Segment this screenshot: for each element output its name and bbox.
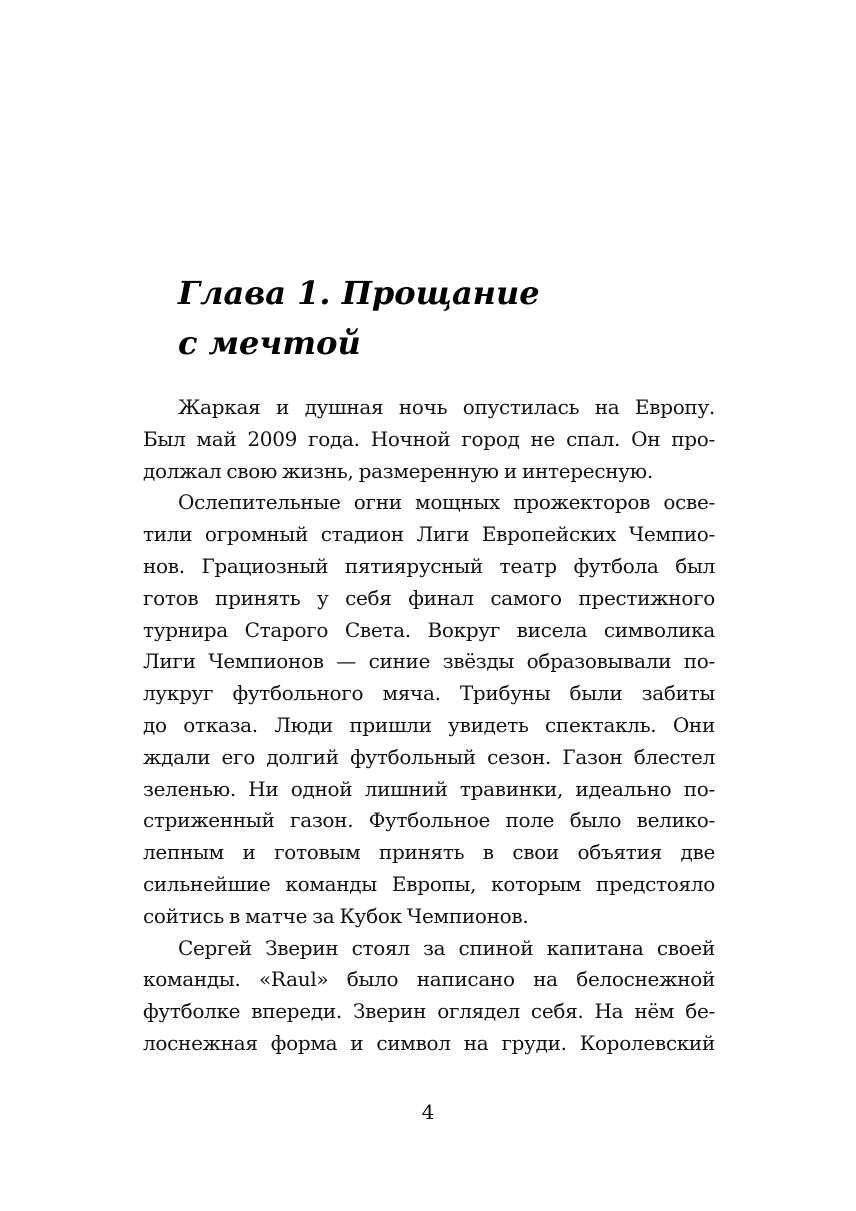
text-line: Сергей Зверин стоял за спиной капитана своей — [178, 935, 715, 960]
text-line: Был май 2009 года. Ночной город не спал. Он про- — [143, 426, 715, 451]
chapter-title — [178, 268, 540, 368]
text-line: сойтись в матче за Кубок Чемпионов. — [143, 903, 529, 928]
text-line: зеленью. Ни одной лишний травинки, идеально по- — [143, 776, 715, 801]
text-line: до отказа. Люди пришли увидеть спектакль. Они — [143, 712, 715, 737]
text-line: Ослепительные огни мощных прожекторов осве- — [178, 490, 715, 515]
paragraph-1 — [143, 392, 715, 487]
chapter-title-line-1: Глава 1. Прощание — [178, 274, 540, 312]
paragraph-3 — [143, 933, 715, 1060]
text-line: лепным и готовым принять в свои объятия две — [143, 840, 715, 865]
text-line: лоснежная форма и символ на груди. Королевский — [143, 1030, 715, 1055]
page-number: 4 — [421, 1100, 435, 1124]
text-line: тили огромный стадион Лиги Европейских Чемпио- — [143, 522, 715, 547]
chapter-title-line-2: с мечтой — [178, 324, 361, 362]
text-line: команды. «Raul» было написано на белоснежной — [143, 967, 715, 992]
text-line: готов принять у себя финал самого престижного — [143, 585, 715, 610]
text-line: должал свою жизнь, размеренную и интересную. — [143, 458, 653, 483]
text-line: ждали его долгий футбольный сезон. Газон блестел — [143, 744, 715, 769]
body-text — [143, 392, 715, 1060]
text-line: турнира Старого Света. Вокруг висела символика — [143, 617, 715, 642]
text-line: Лиги Чемпионов — синие звёзды образовывали по- — [143, 649, 715, 674]
text-line: стриженный газон. Футбольное поле было велико- — [143, 808, 715, 833]
paragraph-2 — [143, 487, 715, 932]
text-line: сильнейшие команды Европы, которым предстояло — [143, 871, 715, 896]
text-line: Жаркая и душная ночь опустилась на Европу. — [178, 395, 715, 419]
text-line: лукруг футбольного мяча. Трибуны были забиты — [143, 681, 715, 706]
text-line: футболке впереди. Зверин оглядел себя. На нём бе- — [143, 999, 715, 1024]
text-line: нов. Грациозный пятиярусный театр футбола был — [143, 553, 715, 578]
